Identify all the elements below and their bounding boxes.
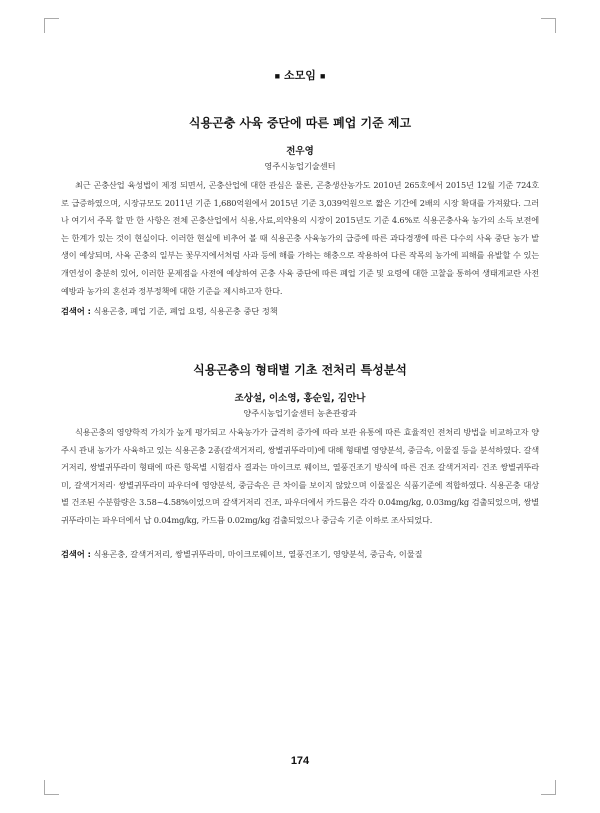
crop-mark-bottom-right [541,780,556,795]
article-abstract-text: 식용곤충의 영양학적 가치가 높게 평가되고 사육농가가 급격히 증가에 따라 보관 유통에 따른 효율적인 전처리 방법을 비교하고자 양주시 관내 농가가 사육하고 있는 식용곤충 2종(갈색거저리, 쌍별귀뚜라미)에 대해 형태별 영양분석, 중금속, 이물질 등을 분석하였다. 갈색거저리, 쌍별귀뚜라미 형태에 따른 항목별 시험검사 결과는 마이크로 웨이브, 열풍건조기 방식에 따른 건조 갈색거저리· 건조 쌍별귀뚜라미, 갈색거저리· 쌍별귀뚜라미 파우더에 영양분석, 중금속은 큰 차이를 보이지 않았으며 이물질은 식품기준에 적합하였다. 식용곤충 대상별 건조된 수분함량은 3.58~4.58%이었으며 갈색거저리 건조, 파우더에서 카드뮴은 각각 0.04mg/kg, 0.03mg/kg 검출되었으며, 쌍별귀뚜라미는 파우더에서 납 0.04mg/kg, 카드뮴 0.02mg/kg 검출되었으나 중금속 기준 이하로 조사되었다. [61,427,539,525]
crop-mark-bottom-left [44,780,59,795]
keywords-list: 식용곤충, 폐업 기준, 폐업 요령, 식용곤충 중단 정책 [93,306,278,317]
article-title: 식용곤충 사육 중단에 따른 폐업 기준 제고 [188,116,412,130]
square-bullet-icon: ■ [319,71,326,81]
square-bullet-icon: ■ [274,71,281,81]
page-number: 174 [290,755,310,767]
article-authors: 조상설, 이소영, 홍순일, 김안나 [234,393,366,404]
section-label-text: 소모임 [284,70,316,82]
keywords-label: 검색어 : [61,306,91,317]
article-keywords [61,303,539,320]
keywords-list: 식용곤충, 갈색거저리, 쌍별귀뚜라미, 마이크로웨이브, 열풍건조기, 영양분석, 중금속, 이물질 [93,548,423,559]
section-header [0,67,600,83]
crop-mark-top-left [44,18,59,33]
article-title: 식용곤충의 형태별 기초 전처리 특성분석 [193,363,407,377]
article-affiliation: 영주시농업기술센터 [264,161,336,171]
article-affiliation: 양주시농업기술센터 농촌관광과 [243,408,357,418]
article-abstract-1 [61,115,539,320]
article-abstract-text: 최근 곤충산업 육성법이 제정 되면서, 곤충산업에 대한 관심은 물론, 곤충생산농가도 2010년 265호에서 2015년 12월 기준 724호로 급증하였으며, 시장규모도 2011년 기준 1,680억원에서 2015년 기준 3,039억원으로 짧은 기간에 2배의 시장 확대를 가져왔다. 그러나 여기서 주목 할 만 한 사항은 전체 곤충산업에서 식용,사료,의약용의 시장이 2015년도 기준 4.6%로 식용곤충사육 농가의 소득 보전에는 한계가 있는 것이 현실이다. 이러한 현실에 비추어 볼 때 식용곤충 사육농가의 급증에 따른 과다경쟁에 따른 다수의 사육 중단 농가 발생이 예상되며, 사육 곤충의 일부는 꽃무지에서처럼 사과 등에 해를 가하는 해충으로 작용하여 다른 작목의 농가에 피해를 유발할 수 있는 개연성이 충분히 있어, 이러한 문제점을 사전에 예상하여 곤충 사육 중단에 따른 폐업 기준 및 요령에 대한 고찰을 통하여 생태계교란 사전예방과 농가의 혼선과 정부정책에 대한 기준을 제시하고자 한다. [61,180,539,296]
keywords-label: 검색어 : [61,548,91,559]
article-abstract-2 [61,362,539,563]
crop-mark-top-right [541,18,556,33]
article-keywords [61,546,539,563]
article-authors: 전우영 [286,146,314,157]
